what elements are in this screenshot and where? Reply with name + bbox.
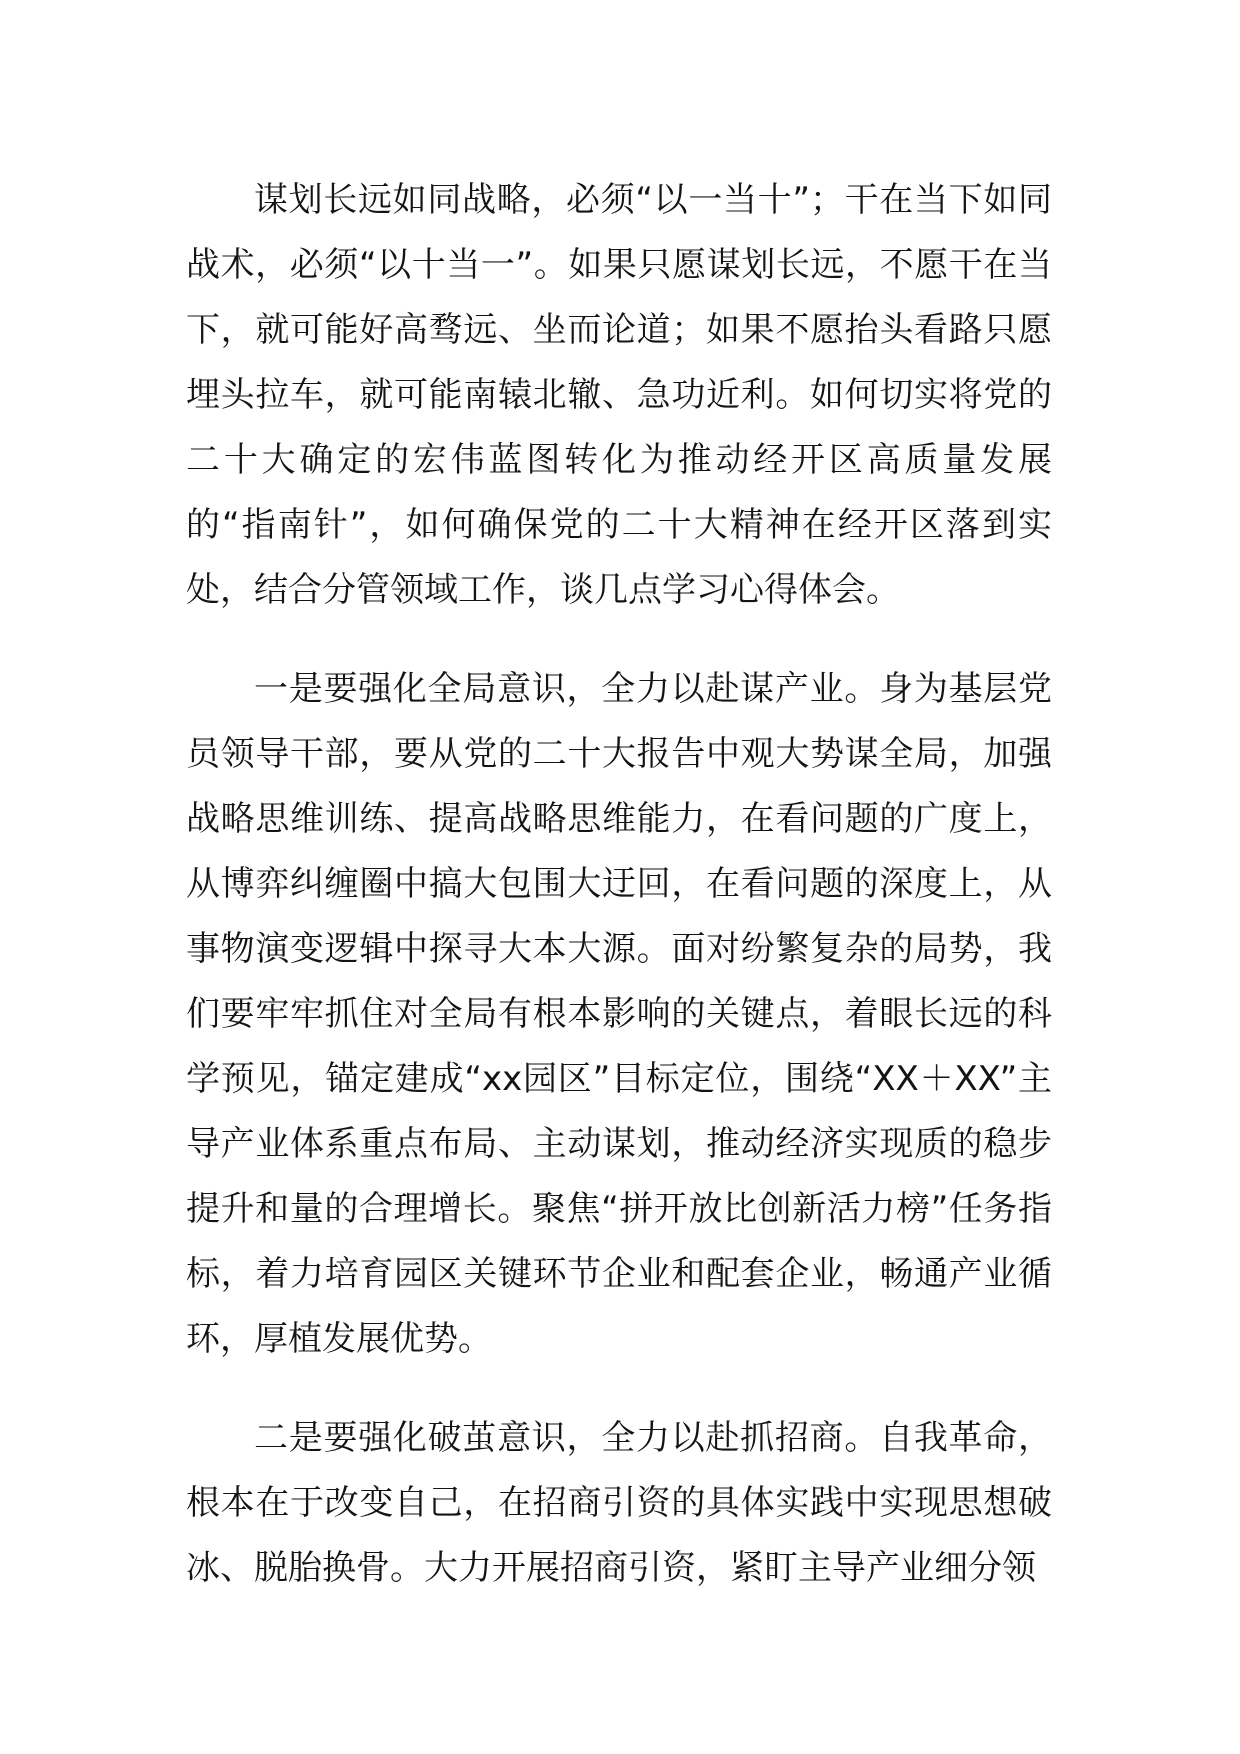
paragraph-intro: 谋划长远如同战略，必须“以一当十”；干在当下如同战术，必须“以十当一”。如果只愿谋划长远，不愿干在当下，就可能好高骛远、坐而论道；如果不愿抬头看路只愿埋头拉车，就可能南辕北辙、急功近利。如何切实将党的二十大确定的宏伟蓝图转化为推动经开区高质量发展的“指南针”，如何确保党的二十大精神在经开区落到实处，结合分管领域工作，谈几点学习心得体会。 [186, 180, 1052, 610]
paragraph-point-one: 一是要强化全局意识，全力以赴谋产业。身为基层党员领导干部，要从党的二十大报告中观大势谋全局，加强战略思维训练、提高战略思维能力，在看问题的广度上，从博弈纠缠圈中搞大包围大迂回，在看问题的深度上，从事物演变逻辑中探寻大本大源。面对纷繁复杂的局势，我们要牢牢抓住对全局有根本影响的关键点，着眼长远的科学预见，锚定建成“xx园区”目标定位，围绕“XX＋XX”主导产业体系重点布局、主动谋划，推动经济实现质的稳步提升和量的合理增长。聚焦“拼开放比创新活力榜”任务指标，着力培育园区关键环节企业和配套企业，畅通产业循环，厚植发展优势。 [186, 669, 1052, 1359]
document-body [186, 168, 1052, 1635]
paragraph-point-two: 二是要强化破茧意识，全力以赴抓招商。自我革命，根本在于改变自己，在招商引资的具体实践中实现思想破冰、脱胎换骨。大力开展招商引资，紧盯主导产业细分领 [186, 1418, 1052, 1588]
